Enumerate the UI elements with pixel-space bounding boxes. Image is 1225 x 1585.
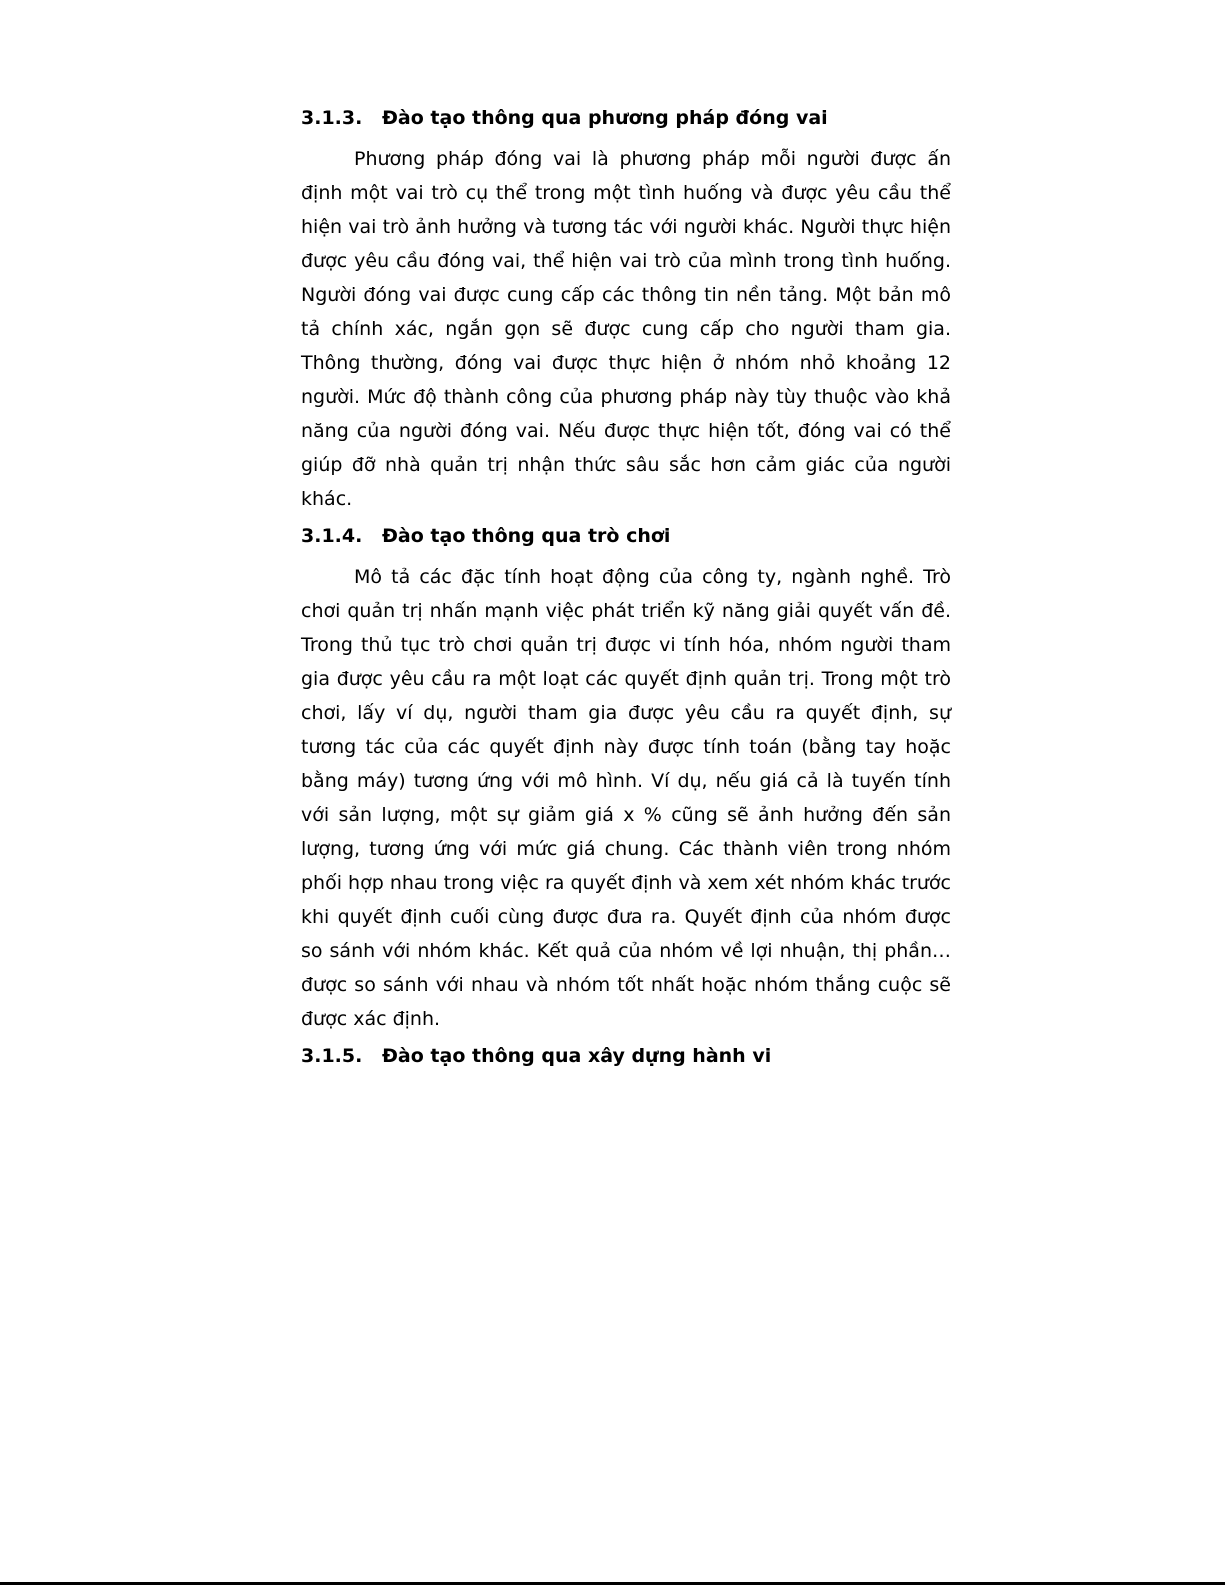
section-number: 3.1.4.	[301, 525, 363, 547]
section-number: 3.1.5.	[301, 1045, 363, 1067]
section-title: Đào tạo thông qua phương pháp đóng vai	[382, 107, 828, 129]
section-number: 3.1.3.	[301, 107, 363, 129]
section-heading-3-1-3	[301, 104, 951, 132]
section-paragraph-3-1-3: Phương pháp đóng vai là phương pháp mỗi người được ấn định một vai trò cụ thể trong một tình huống và được yêu cầu thể hiện vai trò ảnh hưởng và tương tác với người khác. Người thực hiện được yêu cầu đóng vai, thể hiện vai trò của mình trong tình huống. Người đóng vai được cung cấp các thông tin nền tảng. Một bản mô tả chính xác, ngắn gọn sẽ được cung cấp cho người tham gia. Thông thường, đóng vai được thực hiện ở nhóm nhỏ khoảng 12 người. Mức độ thành công của phương pháp này tùy thuộc vào khả năng của người đóng vai. Nếu được thực hiện tốt, đóng vai có thể giúp đỡ nhà quản trị nhận thức sâu sắc hơn cảm giác của người khác.	[301, 148, 951, 510]
section-paragraph-3-1-4: Mô tả các đặc tính hoạt động của công ty, ngành nghề. Trò chơi quản trị nhấn mạnh việc phát triển kỹ năng giải quyết vấn đề. Trong thủ tục trò chơi quản trị được vi tính hóa, nhóm người tham gia được yêu cầu ra một loạt các quyết định quản trị. Trong một trò chơi, lấy ví dụ, người tham gia được yêu cầu ra quyết định, sự tương tác của các quyết định này được tính toán (bằng tay hoặc bằng máy) tương ứng với mô hình. Ví dụ, nếu giá cả là tuyến tính với sản lượng, một sự giảm giá x % cũng sẽ ảnh hưởng đến sản lượng, tương ứng với mức giá chung. Các thành viên trong nhóm phối hợp nhau trong việc ra quyết định và xem xét nhóm khác trước khi quyết định cuối cùng được đưa ra. Quyết định của nhóm được so sánh với nhóm khác. Kết quả của nhóm về lợi nhuận, thị phần… được so sánh với nhau và nhóm tốt nhất hoặc nhóm thắng cuộc sẽ được xác định.	[301, 566, 951, 1030]
section-heading-3-1-5	[301, 1042, 951, 1070]
page-content	[301, 104, 951, 1080]
section-title: Đào tạo thông qua xây dựng hành vi	[382, 1045, 772, 1067]
section-title: Đào tạo thông qua trò chơi	[382, 525, 671, 547]
section-heading-3-1-4	[301, 522, 951, 550]
